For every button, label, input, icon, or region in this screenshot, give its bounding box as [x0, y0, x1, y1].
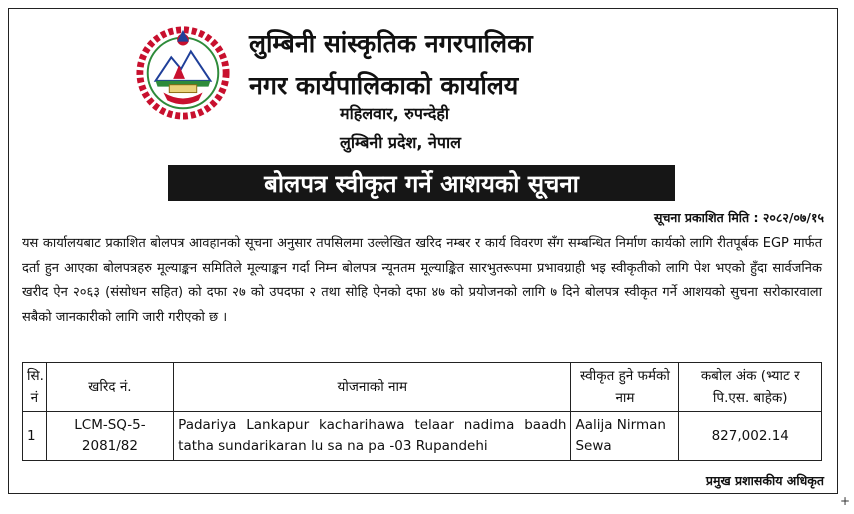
- cell-serial-number: 1: [23, 412, 47, 461]
- cell-procurement-number: LCM-SQ-5-2081/82: [46, 412, 173, 461]
- province-country: लुम्बिनी प्रदेश, नेपाल: [340, 133, 462, 152]
- header-project-name: योजनाको नाम: [174, 363, 571, 412]
- cell-project-name: Padariya Lankapur kacharihawa telaar nadima baadh tatha sundarikaran lu sa na pa -03 Rupandehi: [174, 412, 571, 461]
- tender-table: [22, 362, 822, 461]
- cell-bid-amount: 827,002.14: [679, 412, 822, 461]
- header-firm-name: स्वीकृत हुने फर्मको नाम: [571, 363, 679, 412]
- notice-title-bar: [168, 165, 675, 201]
- table-header-row: [23, 363, 822, 412]
- table-row: [23, 412, 822, 461]
- cell-firm-name: Aalija Nirman Sewa: [571, 412, 679, 461]
- notice-title: बोलपत्र स्वीकृत गर्ने आशयको सूचना: [264, 169, 579, 198]
- header-bid-amount: कबोल अंक (भ्याट र पि.एस. बाहेक): [679, 363, 822, 412]
- header-serial-number: सि. नं: [23, 363, 47, 412]
- office-location: महिलवार, रुपन्देही: [340, 104, 450, 123]
- signatory-title: प्रमुख प्रशासकीय अधिकृत: [705, 473, 824, 488]
- nepal-government-emblem-icon: [134, 22, 232, 120]
- municipality-name: लुम्बिनी सांस्कृतिक नगरपालिका: [249, 29, 533, 58]
- office-name: नगर कार्यपालिकाको कार्यालय: [249, 71, 519, 100]
- notice-body-paragraph: यस कार्यालयबाट प्रकाशित बोलपत्र आवहानको सूचना अनुसार तपसिलमा उल्लेखित खरिद नम्बर र कार्य विवरण सँग सम्बन्धित निर्माण कार्यको लागि रीतपूर्बक EGP मार्फत दर्ता हुन आएका बोलपत्रहरु मूल्याङ्कन समितिले मूल्याङ्कन गर्दा निम्न बोलपत्र न्यूनतम मूल्याङ्कित सारभुतरूपमा प्रभावग्राही भइ स्वीकृतीको लागि पेश भएको हुँदा सार्वजनिक खरीद ऐन २०६३ (संसोधन सहित) को दफा २७ को उपदफा २ तथा सोहि ऐनको दफा ४७ को प्रयोजनको लागि ७ दिने बोलपत्र स्वीकृत गर्ने आशयको सुचना सरोकारवाला सबैको जानकारीको लागि जारी गरीएको छ ।: [22, 236, 822, 325]
- published-date: सूचना प्रकाशित मिति : २०८२/०७/१५: [654, 210, 824, 225]
- crosshair-icon: +: [839, 494, 850, 508]
- header-procurement-number: खरिद नं.: [46, 363, 173, 412]
